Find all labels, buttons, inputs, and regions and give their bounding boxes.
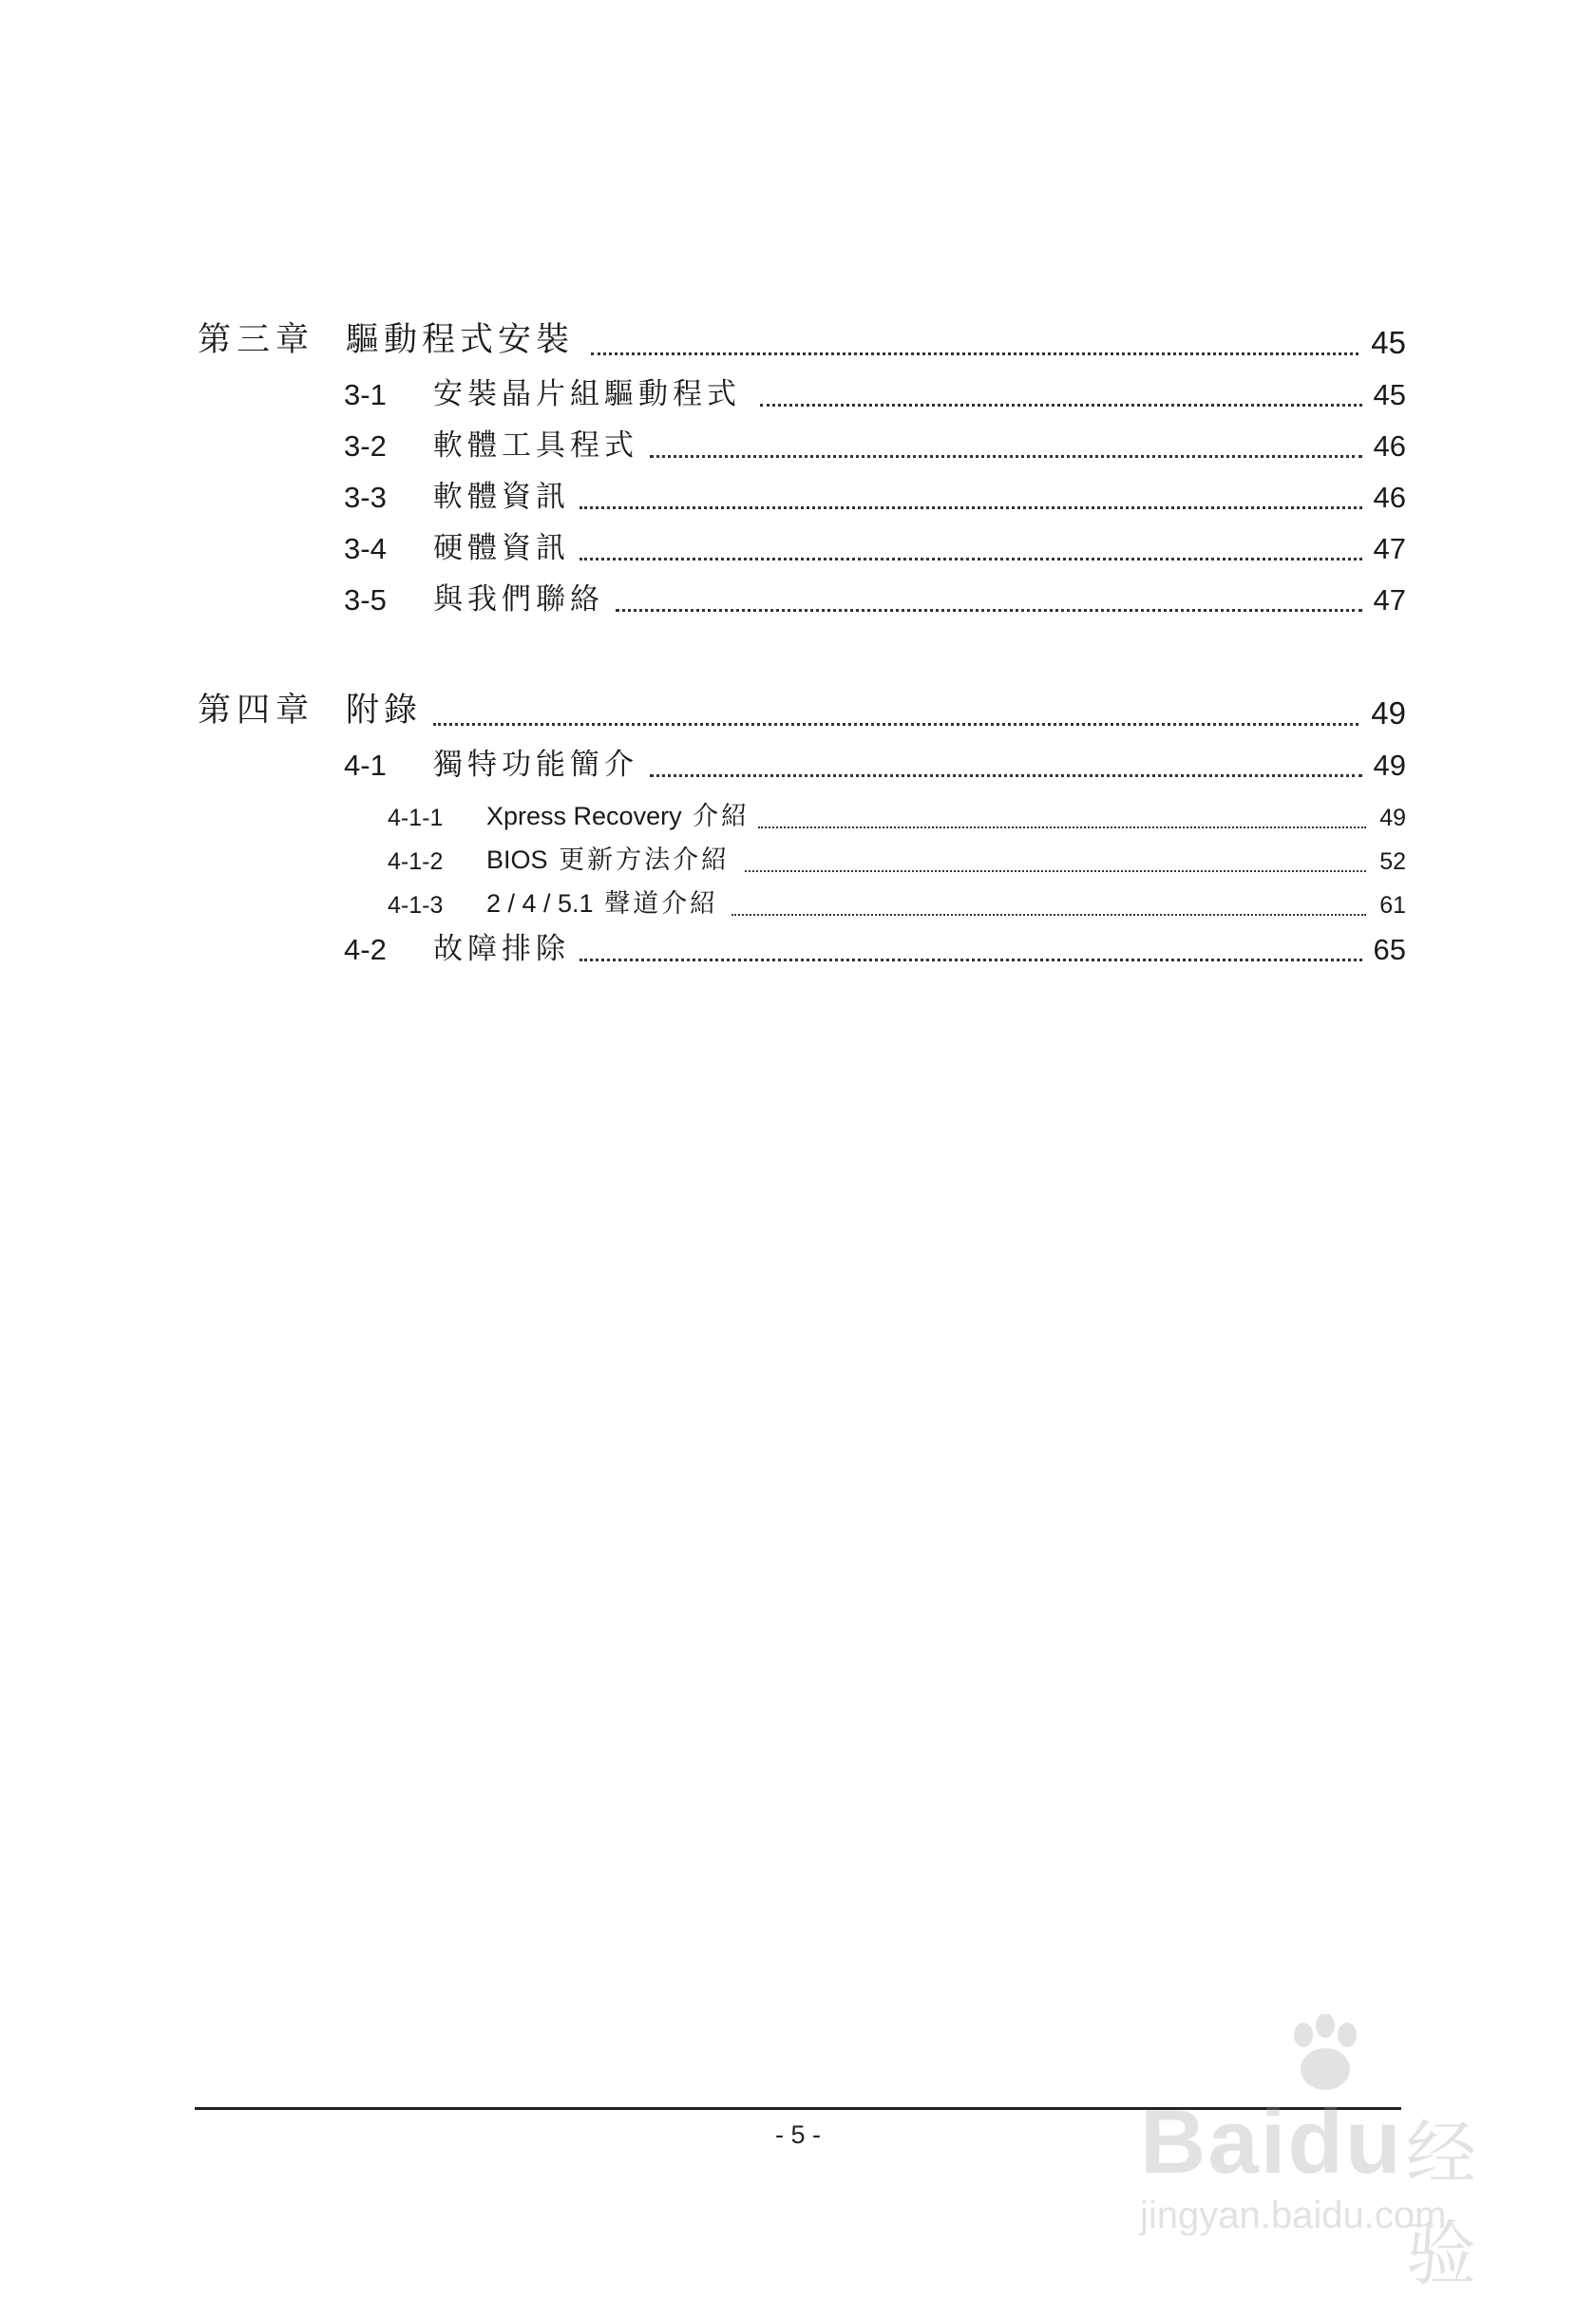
- page-ref: 47: [1373, 583, 1406, 617]
- page-ref: 61: [1379, 892, 1406, 919]
- page-ref: 52: [1379, 848, 1406, 875]
- page-ref: 49: [1373, 749, 1406, 782]
- subsection-title-cjk: 聲道介紹: [604, 889, 719, 919]
- toc-section: [0, 475, 1596, 521]
- baidu-jingyan-watermark: [1121, 2014, 1520, 2295]
- subsection-title: [486, 795, 750, 832]
- toc-subsection: [0, 880, 1596, 925]
- section-title: 軟體資訊: [433, 480, 570, 514]
- footer-page-number: - 5 -: [774, 2120, 821, 2149]
- leader-dots: [745, 870, 1366, 872]
- subsection-title-latin: Xpress Recovery: [486, 802, 682, 830]
- toc-section: [0, 743, 1596, 788]
- leader-dots: [591, 352, 1358, 355]
- section-title: 軟體工具程式: [433, 428, 638, 463]
- page-ref: 65: [1373, 933, 1406, 966]
- toc-section: [0, 424, 1596, 469]
- page-ref: 49: [1379, 805, 1406, 831]
- subsection-title-latin: 2 / 4 / 5.1: [486, 889, 594, 918]
- subsection-number: 4-1-3: [388, 892, 444, 919]
- leader-dots: [760, 404, 1362, 407]
- page-ref: 45: [1373, 378, 1406, 411]
- section-title: 安裝晶片組驅動程式: [433, 377, 741, 411]
- leader-dots: [580, 506, 1362, 509]
- toc-chapter-4: [0, 692, 1596, 737]
- chapter-label: 第四章: [198, 692, 315, 730]
- page-ref: 46: [1373, 481, 1406, 514]
- section-number: 3-5: [344, 583, 387, 617]
- watermark-brand: Baidu: [1140, 2091, 1403, 2193]
- subsection-number: 4-1-2: [388, 848, 444, 875]
- leader-dots: [732, 914, 1366, 916]
- toc-subsection: [0, 836, 1596, 882]
- subsection-title-latin: BIOS: [486, 846, 548, 874]
- page-ref: 45: [1371, 325, 1406, 360]
- section-number: 3-1: [344, 378, 387, 411]
- chapter-label: 第三章: [198, 321, 315, 359]
- toc-section: [0, 927, 1596, 973]
- leader-dots: [580, 959, 1362, 961]
- section-number: 3-2: [344, 429, 387, 463]
- leader-dots: [758, 826, 1366, 828]
- leader-dots: [650, 455, 1362, 458]
- page-ref: 47: [1373, 532, 1406, 565]
- toc-section: [0, 526, 1596, 572]
- subsection-title-cjk: 介紹: [693, 802, 750, 831]
- section-number: 3-3: [344, 481, 387, 514]
- section-title: 故障排除: [433, 932, 570, 966]
- watermark-url: jingyan.baidu.com: [1140, 2194, 1447, 2236]
- toc-section: [0, 578, 1596, 623]
- page-ref: 46: [1373, 429, 1406, 463]
- section-title: 獨特功能簡介: [433, 748, 638, 782]
- subsection-title: [486, 883, 718, 920]
- subsection-title: [486, 839, 730, 876]
- chapter-title: 附錄: [346, 692, 423, 730]
- section-title: 硬體資訊: [433, 531, 570, 565]
- toc-chapter-3: [0, 321, 1596, 367]
- toc-subsection: [0, 792, 1596, 838]
- chapter-title: 驅動程式安裝: [346, 321, 575, 359]
- section-number: 3-4: [344, 532, 387, 565]
- watermark-cn: 经验: [1406, 2113, 1476, 2295]
- leader-dots: [433, 723, 1358, 726]
- page-ref: 49: [1371, 695, 1406, 731]
- leader-dots: [650, 774, 1362, 777]
- section-title: 與我們聯絡: [433, 582, 604, 617]
- toc-section: [0, 372, 1596, 418]
- paw-icon: [1282, 2014, 1368, 2100]
- subsection-number: 4-1-1: [388, 805, 444, 831]
- leader-dots: [580, 558, 1362, 560]
- subsection-title-cjk: 更新方法介紹: [559, 846, 731, 875]
- section-number: 4-1: [344, 749, 387, 782]
- section-number: 4-2: [344, 933, 387, 966]
- leader-dots: [616, 609, 1362, 612]
